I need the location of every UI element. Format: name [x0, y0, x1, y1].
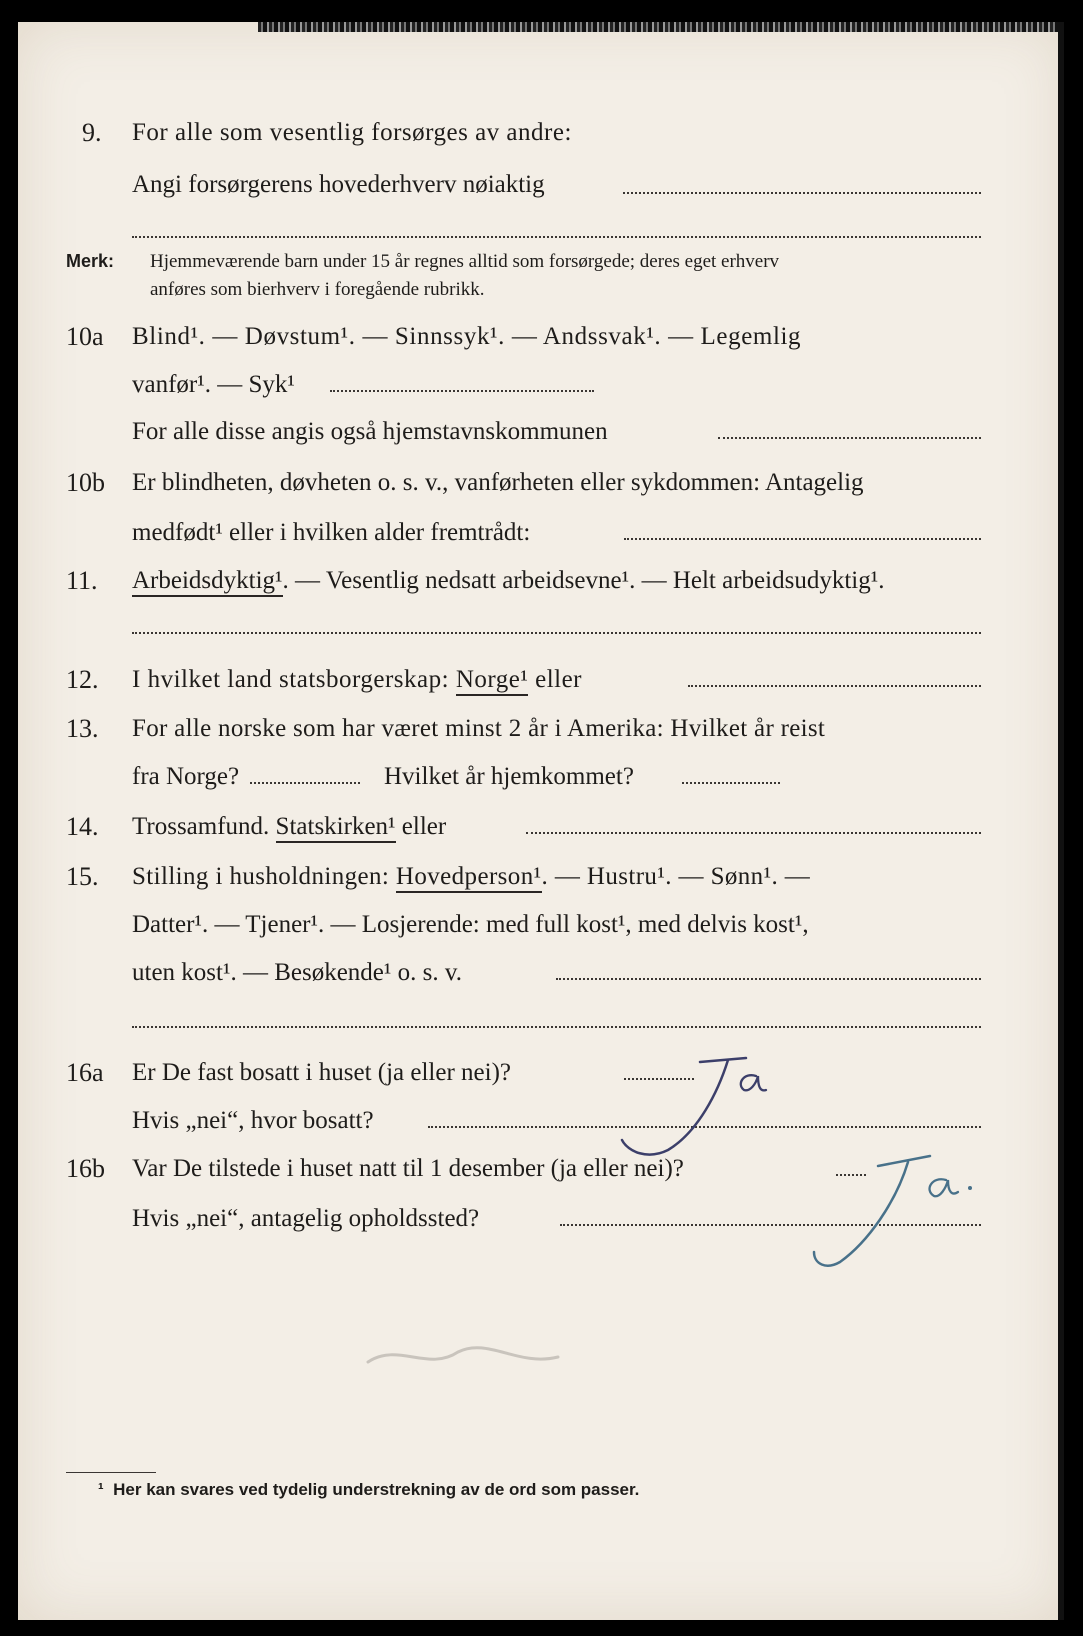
scan-right-edge: [1058, 22, 1064, 1620]
q10a-line2: vanfør¹. — Syk¹: [132, 371, 295, 398]
q15-line1: [132, 864, 810, 889]
q16a-number: 16a: [66, 1058, 104, 1087]
q15-option-hovedperson[interactable]: Hovedperson¹: [396, 863, 542, 893]
q10a-number: 10a: [66, 322, 104, 351]
q9-line2: Angi forsørgerens hovederhverv nøiaktig: [132, 171, 545, 198]
q9-number: 9.: [82, 118, 102, 147]
handwritten-answers: [578, 1032, 998, 1272]
q10b-line2: medfødt¹ eller i hvilken alder fremtrådt:: [132, 519, 531, 546]
merk-label: Merk:: [66, 251, 115, 271]
q13-hjemkommet-fill-line[interactable]: [682, 782, 780, 784]
q14-number: 14.: [66, 812, 99, 841]
q11-line: [132, 568, 884, 593]
q12-fill-line[interactable]: [688, 685, 981, 687]
q13-line2b: Hvilket år hjemkommet?: [384, 763, 634, 790]
q15-pre: Stilling i husholdningen:: [132, 863, 396, 890]
q16b-line2: Hvis „nei“, antagelig opholdssted?: [132, 1205, 480, 1232]
q14-post: eller: [395, 813, 447, 840]
q12-line: [132, 667, 582, 692]
q13-number: 13.: [66, 714, 99, 743]
q12-post: eller: [528, 666, 583, 693]
q14-fill-line[interactable]: [526, 832, 981, 834]
q16b-line1: Var De tilstede i huset natt til 1 desember (ja eller nei)?: [132, 1155, 684, 1182]
q12-number: 12.: [66, 665, 99, 694]
footnote: [98, 1480, 639, 1500]
footnote-text: Her kan svares ved tydelig understrekning av de ord som passer.: [113, 1480, 640, 1499]
q10b-number: 10b: [66, 468, 105, 497]
q10b-line1: Er blindheten, døvheten o. s. v., vanførheten eller sykdommen: Antagelig: [132, 469, 864, 496]
q9-line1: For alle som vesentlig forsørges av andre:: [132, 119, 572, 146]
q14-pre: Trossamfund.: [132, 813, 276, 840]
q15-fill-line-2[interactable]: [132, 1026, 981, 1028]
q11-fill-line[interactable]: [132, 632, 981, 634]
q10a-line1: Blind¹. — Døvstum¹. — Sinnssyk¹. — Andssvak¹. — Legemlig: [132, 323, 802, 350]
q12-pre: I hvilket land statsborgerskap:: [132, 666, 456, 693]
faint-pencil-mark: [358, 1322, 598, 1392]
footnote-rule: [66, 1472, 156, 1473]
q15-line3: uten kost¹. — Besøkende¹ o. s. v.: [132, 959, 463, 986]
q9-fill-line[interactable]: [623, 192, 981, 194]
q10a-line3: For alle disse angis også hjemstavnskommunen: [132, 418, 608, 445]
q16a-line1: Er De fast bosatt i huset (ja eller nei)?: [132, 1059, 512, 1086]
q11-number: 11.: [66, 566, 98, 595]
q14-option-statskirken[interactable]: Statskirken¹: [276, 813, 396, 843]
q11-option-arbeidsdyktig[interactable]: Arbeidsdyktig¹: [132, 567, 283, 597]
q9-fill-line-2[interactable]: [132, 236, 981, 238]
q13-line2a: fra Norge?: [132, 763, 240, 790]
merk-line2: anføres som bierhverv i foregående rubrikk.: [150, 279, 485, 300]
footnote-mark: ¹: [98, 1480, 104, 1499]
q11-rest: . — Vesentlig nedsatt arbeidsevne¹. — Helt arbeidsudyktig¹.: [282, 567, 885, 594]
q16a-line2: Hvis „nei“, hvor bosatt?: [132, 1107, 374, 1134]
q13-line1: For alle norske som har været minst 2 år i Amerika: Hvilket år reist: [132, 715, 826, 742]
q16b-number: 16b: [66, 1154, 105, 1183]
q10b-fill-line[interactable]: [624, 538, 981, 540]
q15-line2: Datter¹. — Tjener¹. — Losjerende: med full kost¹, med delvis kost¹,: [132, 911, 809, 938]
q15-post: . — Hustru¹. — Sønn¹. —: [541, 863, 811, 890]
merk-line1: Hjemmeværende barn under 15 år regnes alltid som forsørgede; deres eget erhverv: [150, 251, 780, 272]
scan-edge-strip: [258, 22, 1058, 32]
census-form-page: [18, 22, 1064, 1620]
q14-line: [132, 814, 446, 839]
q12-option-norge[interactable]: Norge¹: [456, 666, 529, 696]
q15-number: 15.: [66, 862, 99, 891]
q10a-hjemstavn-fill-line[interactable]: [718, 437, 981, 439]
q10a-syk-fill-line[interactable]: [330, 390, 594, 392]
q15-fill-line[interactable]: [556, 978, 981, 980]
q13-reist-fill-line[interactable]: [250, 782, 360, 784]
